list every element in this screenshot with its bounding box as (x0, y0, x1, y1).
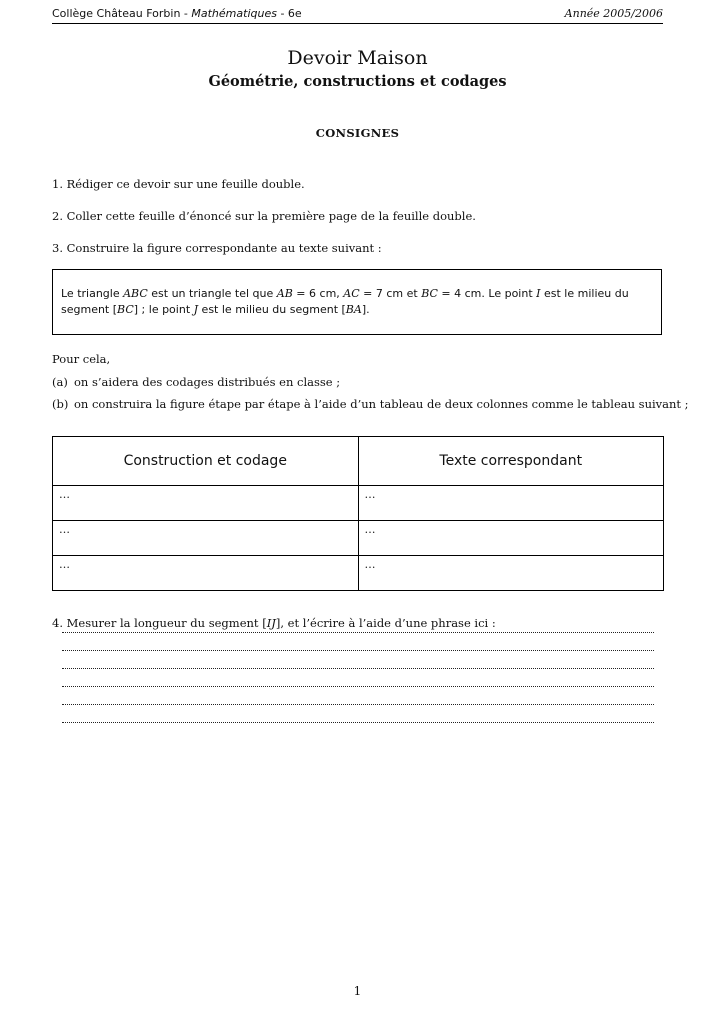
header-grade: 6e (287, 7, 302, 20)
math-i: I (536, 287, 541, 300)
math-ac: AC (343, 287, 360, 300)
table-header-row (53, 437, 664, 486)
header-left (52, 7, 302, 20)
header-separator: - (276, 7, 288, 20)
table-cell: … (53, 521, 359, 556)
instruction-3: 3. Construire la figure correspondante au texte suivant : (52, 241, 382, 255)
answer-line[interactable] (62, 703, 654, 705)
statement-text: ] ; le point (133, 303, 194, 316)
document-subtitle: Géométrie, constructions et codages (208, 73, 507, 90)
table-row (53, 556, 664, 591)
header-separator: - (180, 7, 192, 20)
column-header: Construction et codage (53, 437, 359, 486)
statement-text: = 4 cm. Le point (437, 287, 537, 300)
math-ij: IJ (266, 616, 276, 630)
table-cell: … (53, 486, 359, 521)
math-j: J (193, 303, 199, 316)
answer-line[interactable] (62, 649, 654, 651)
table-row (53, 521, 664, 556)
list-item (52, 375, 340, 389)
math-bc: BC (117, 303, 134, 316)
statement-text: ]. (361, 303, 370, 316)
question-text: ], et l’écrire à l’aide d’une phrase ici : (275, 616, 496, 630)
statement-text: est le milieu du segment [ (61, 287, 629, 316)
instruction-1: 1. Rédiger ce devoir sur une feuille double. (52, 177, 305, 191)
page-header (52, 6, 663, 24)
page-number: 1 (353, 984, 362, 998)
item-label: (b) (52, 397, 69, 411)
table-cell: … (358, 521, 664, 556)
answer-line[interactable] (62, 721, 654, 723)
header-subject: Mathématiques (191, 7, 277, 20)
column-header: Texte correspondant (358, 437, 664, 486)
answer-line[interactable] (62, 631, 654, 633)
statement-text: est le milieu du segment [ (198, 303, 346, 316)
table-cell: … (358, 556, 664, 591)
table-row (53, 486, 664, 521)
table-cell: … (358, 486, 664, 521)
problem-statement-box (52, 269, 662, 335)
statement-text: = 6 cm, (292, 287, 344, 300)
item-text: on s’aidera des codages distribués en classe ; (74, 375, 341, 389)
question-text: 4. Mesurer la longueur du segment [ (52, 616, 267, 630)
math-ba: BA (345, 303, 362, 316)
instruction-2: 2. Coller cette feuille d’énoncé sur la première page de la feuille double. (52, 209, 476, 223)
problem-statement-text (61, 286, 659, 318)
consignes-heading: CONSIGNES (315, 126, 400, 140)
statement-text: = 7 cm et (359, 287, 422, 300)
statement-text: Le triangle (61, 287, 124, 300)
document-title: Devoir Maison (287, 47, 428, 69)
item-label: (a) (52, 375, 68, 389)
item-text: on construira la figure étape par étape à l’aide d’un tableau de deux colonnes comme le tableau suivant ; (74, 397, 689, 411)
answer-line[interactable] (62, 667, 654, 669)
header-school: Collège Château Forbin (52, 7, 181, 20)
list-item (52, 397, 689, 411)
math-abc: ABC (123, 287, 148, 300)
math-bc: BC (421, 287, 438, 300)
statement-text: est un triangle tel que (147, 287, 277, 300)
header-year: Année 2005/2006 (564, 7, 663, 20)
question-4 (52, 616, 496, 630)
table-cell: … (53, 556, 359, 591)
answer-line[interactable] (62, 685, 654, 687)
construction-table (52, 436, 664, 591)
math-ab: AB (276, 287, 293, 300)
pour-cela: Pour cela, (52, 352, 111, 366)
